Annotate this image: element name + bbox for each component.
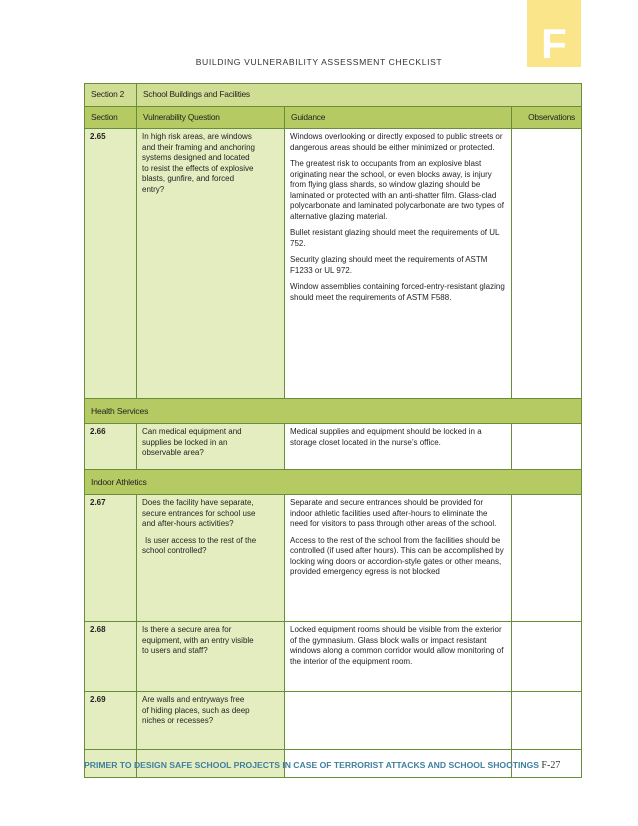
question-line: entry? (142, 184, 165, 194)
table-row (85, 495, 582, 622)
page-footer (84, 760, 581, 771)
question-line: niches or recesses? (142, 716, 214, 725)
vulnerability-question (137, 495, 285, 622)
question-line: equipment, with an entry visible (142, 635, 254, 645)
group-title: Indoor Athletics (85, 470, 582, 495)
column-header-question: Vulnerability Question (137, 107, 285, 129)
column-header-section: Section (85, 107, 137, 129)
table-row (85, 622, 582, 692)
guidance-paragraph: Window assemblies containing forced-entry-resistant glazing should meet the requirements of ASTM F588. (290, 282, 505, 302)
section-row (85, 84, 582, 107)
observations-cell[interactable] (512, 495, 582, 622)
footer-divider (84, 749, 581, 750)
item-number: 2.65 (85, 129, 137, 399)
guidance-paragraph: Bullet resistant glazing should meet the requirements of UL 752. (290, 228, 500, 248)
guidance-paragraph: Locked equipment rooms should be visible from the exterior of the gymnasium. Glass block walls or impact resistant windows along a common corridor would allow monitoring of the interior of the equipment room. (290, 625, 504, 666)
observations-cell[interactable] (512, 129, 582, 399)
question-line: observable area? (142, 448, 204, 457)
guidance-paragraph: Security glazing should meet the requirements of ASTM F1233 or UL 972. (290, 255, 488, 275)
observations-cell[interactable] (512, 622, 582, 692)
section-title: School Buildings and Facilities (137, 84, 582, 107)
checklist-table (84, 83, 582, 778)
guidance-cell (285, 424, 512, 470)
guidance-cell (285, 129, 512, 399)
guidance-paragraph: Separate and secure entrances should be provided for indoor athletic facilities used after-hours to eliminate the need for visitors to pass through other areas of the school. (290, 498, 497, 528)
question-line: Is user access to the rest of the (145, 535, 257, 545)
question-line: school controlled? (142, 546, 207, 555)
question-line: secure entrances for school use (142, 508, 256, 518)
group-row-athletics (85, 470, 582, 495)
guidance-cell (285, 622, 512, 692)
footer-title: PRIMER TO DESIGN SAFE SCHOOL PROJECTS IN CASE OF TERRORIST ATTACKS AND SCHOOL SHOOTINGS (84, 760, 540, 770)
vulnerability-question (137, 129, 285, 399)
question-line: blasts, gunfire, and forced (142, 174, 235, 183)
question-line: supplies be locked in an (142, 437, 228, 447)
page-header-title: BUILDING VULNERABILITY ASSESSMENT CHECKLIST (195, 57, 443, 67)
item-number: 2.69 (85, 692, 137, 778)
question-line: Does the facility have separate, (142, 498, 254, 507)
group-row-health (85, 399, 582, 424)
question-line: Is there a secure area for (142, 625, 232, 634)
table-row (85, 129, 582, 399)
guidance-paragraph: Medical supplies and equipment should be locked in a storage closet located in the nurse’s office. (290, 427, 482, 447)
item-number: 2.67 (85, 495, 137, 622)
guidance-paragraph: Windows overlooking or directly exposed to public streets or dangerous areas should be either minimized or protected. (290, 132, 503, 152)
page-number: F-27 (541, 760, 561, 771)
column-header-row (85, 107, 582, 129)
group-title: Health Services (85, 399, 582, 424)
column-header-observations: Observations (512, 107, 582, 129)
question-line: In high risk areas, are windows (142, 132, 252, 141)
appendix-letter: F (541, 20, 567, 67)
question-line: of hiding places, such as deep (142, 705, 250, 715)
item-number: 2.68 (85, 622, 137, 692)
guidance-paragraph: The greatest risk to occupants from an explosive blast originating near the school, or even blocks away, is injury from flying glass shards, so window glazing should be laminated or protected with an anti-shatter film. Glass-clad polycarbonate and laminated polycarbonate are two types of alternative glazing material. (290, 159, 504, 221)
question-line: Are walls and entryways free (142, 695, 245, 704)
question-line: Can medical equipment and (142, 427, 242, 436)
question-line: and their framing and anchoring (142, 142, 255, 152)
column-header-guidance: Guidance (285, 107, 512, 129)
table-row (85, 424, 582, 470)
question-line: to users and staff? (142, 646, 208, 655)
guidance-paragraph: Access to the rest of the school from the facilities should be controlled (if used after hours). This can be accomplished by locking wing doors or accordion-style gates or other means, provided emergency egress is not blocked (290, 535, 504, 576)
question-line: and after-hours activities? (142, 519, 234, 528)
question-line: to resist the effects of explosive (142, 163, 254, 173)
section-label: Section 2 (85, 84, 137, 107)
guidance-cell (285, 495, 512, 622)
vulnerability-question (137, 424, 285, 470)
observations-cell[interactable] (512, 424, 582, 470)
question-line: systems designed and located (142, 153, 250, 162)
vulnerability-question (137, 622, 285, 692)
item-number: 2.66 (85, 424, 137, 470)
